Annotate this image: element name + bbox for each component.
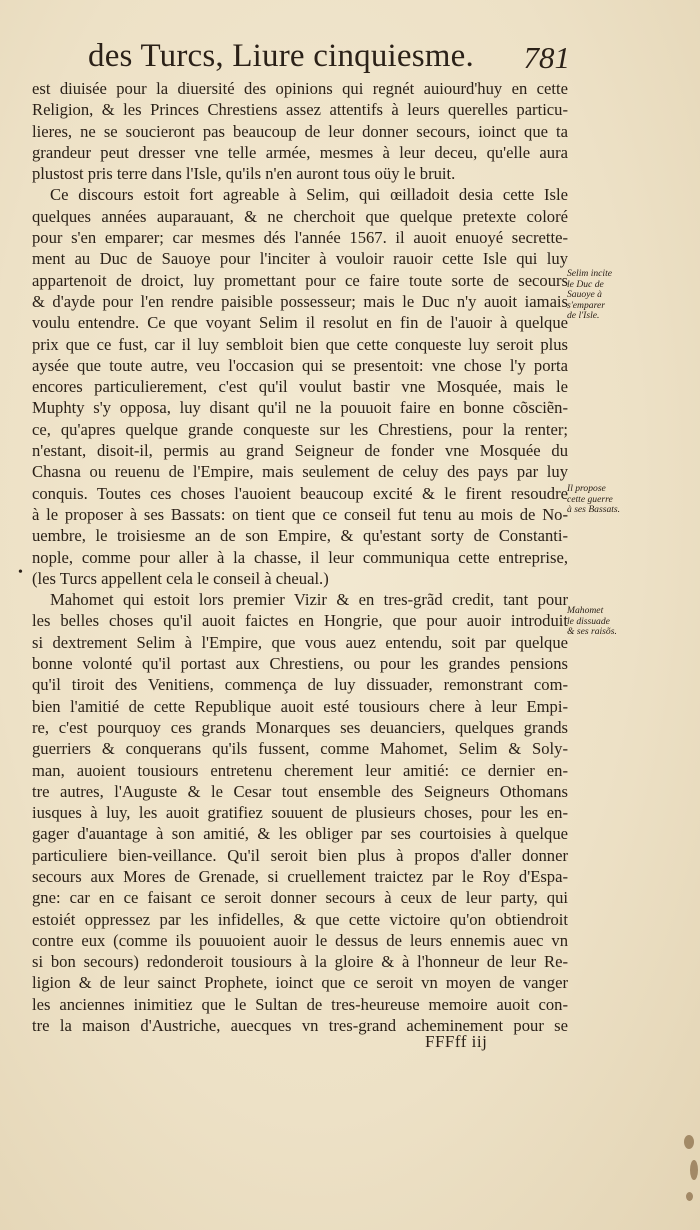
text-line: si dextrement Selim à l'Empire, que vous auez entendu, soit par quelque <box>32 632 568 652</box>
text-line: quelques années auparauant, & ne cherchoit que quelque pretexte coloré <box>32 206 568 226</box>
text-line: si bon secours) redonderoit tousiours à la gloire & à l'honneur de leur Re- <box>32 952 568 972</box>
text-line: conquis. Toutes ces choses l'auoient beaucoup excité & le firent resoudre <box>32 483 568 503</box>
text-line: guerriers & conquerans qu'ils fussent, comme Mahomet, Selim & Soly- <box>32 739 568 759</box>
text-line: re, c'est pourquoy ces grands Monarques ses deuanciers, quelques grands <box>32 717 568 737</box>
text-line: iusques à luy, les auoit gratifiez souuent de plusieurs choses, pour les en- <box>32 803 568 823</box>
text-line: tre la maison d'Austriche, auecques vn tres-grand acheminement pour se <box>32 1016 568 1036</box>
printers-signature: FFFff iij <box>425 1032 488 1051</box>
margin-note-bassats <box>567 484 663 516</box>
text-line: bonne volonté qu'il portast aux Chrestiens, ou pour les grandes pensions <box>32 654 568 674</box>
margin-note-line: le Duc de <box>567 278 604 290</box>
margin-note-line: de l'Isle. <box>567 310 600 321</box>
margin-note-line: Mahomet <box>567 605 604 616</box>
margin-note-mahomet <box>567 606 663 638</box>
text-line: man, auoient tousiours entretenu cherement leur amitié: ce dernier en- <box>32 760 568 780</box>
text-line: Chasna ou reuenu de l'Empire, mais seulement de celuy des pays par luy <box>32 462 568 482</box>
ink-stain <box>690 1160 698 1180</box>
text-line: Religion, & les Princes Chrestiens assez attentifs à leurs querelles particu- <box>32 100 568 120</box>
text-line: ligion & de leur sainct Prophete, ioinct que ce seroit vn moyen de vanger <box>32 973 568 993</box>
text-line: secours aux Mores de Grenade, si cruellement traictez par le Roy d'Espa- <box>32 866 568 886</box>
text-line: Ce discours estoit fort agreable à Selim, qui œilladoit desia cette Isle <box>50 185 568 205</box>
text-line: grandeur peut dresser vne telle armée, mesmes à leur deceu, qu'elle aura <box>32 142 568 162</box>
text-line: pour s'en emparer; car mesmes dés l'année 1567. il auoit enuoyé secrette- <box>32 228 568 248</box>
page-number: 781 <box>523 40 570 75</box>
margin-note-line: à ses Bassats. <box>567 504 621 515</box>
text-line: ment au Duc de Sauoye pour l'inciter à vouloir rauoir cette Isle qui luy <box>32 249 568 269</box>
text-line: aysée que toute autre, veu l'occasion qui se presentoit: vne chose l'y porta <box>32 355 568 375</box>
text-line: à le proposer à ses Bassats: on tient que ce conseil fut tenu au mois de No- <box>32 504 568 524</box>
text-line: particuliere bien-veillance. Qu'il seroit bien plus à propos d'aller donner <box>32 845 568 865</box>
text-line: (les Turcs appellent cela le conseil à cheual.) <box>32 568 329 588</box>
running-header <box>88 38 570 82</box>
margin-note-line: Selim incite <box>567 268 613 279</box>
text-line: les anciennes inimitiez que le Sultan de tres-heureuse memoire auoit con- <box>32 994 568 1014</box>
text-line: estoiét oppressez par les infidelles, & que cette victoire qu'on obtiendroit <box>32 909 568 929</box>
text-line: Mahomet qui estoit lors premier Vizir & en tres-grãd credit, tant pour <box>50 590 568 610</box>
running-title: des Turcs, Liure cinquiesme. <box>88 38 474 74</box>
margin-mark-icon: • <box>18 565 23 580</box>
text-line: contre eux (comme ils pouuoient auoir le dessus de leurs ennemis auec vn <box>32 930 568 950</box>
margin-note-line: & ses raisõs. <box>567 626 617 637</box>
body-text <box>32 78 568 1036</box>
margin-note-line: cette guerre <box>567 493 613 505</box>
margin-note-selim <box>567 269 663 322</box>
margin-note-line: s'emparer <box>567 299 605 311</box>
text-line: nople, comme pour aller à la chasse, il leur communiqua cette entreprise, <box>32 547 568 567</box>
text-line: plustost pris terre dans l'Isle, qu'ils n'en auront tous oüy le bruit. <box>32 164 456 184</box>
text-line: gne: car en ce faisant ce seroit donner secours à ceux de leur party, qui <box>32 888 568 908</box>
ink-stain <box>686 1192 693 1201</box>
text-line: ce, qu'apres quelque grande conqueste sur les Chrestiens, pour la renter; <box>32 419 568 439</box>
text-line: appartenoit de droict, luy promettant pour ce faire toute sorte de secours <box>32 270 568 290</box>
text-line: uembre, le troisiesme an de son Empire, & qu'estant sorty de Constanti- <box>32 526 568 546</box>
text-line: les belles choses qu'il auoit faictes en Hongrie, que pour auoir introduit <box>32 611 568 631</box>
text-line: Muphty s'y opposa, luy disant qu'il ne la pouuoit faire en bonne cõsciẽn- <box>32 398 568 418</box>
margin-note-line: Sauoye à <box>567 289 602 300</box>
text-line: gager d'auantage à son amitié, & les obliger par ses courtoisies à quelque <box>32 824 568 844</box>
margin-note-line: Il propose <box>567 483 606 494</box>
text-line: prix que ce fust, car il luy sembloit bien que cette conqueste luy seroit plus <box>32 334 568 354</box>
margin-note-line: le dissuade <box>567 615 610 627</box>
ink-stain <box>684 1135 694 1149</box>
text-line: lieres, ne se soucieront pas beaucoup de leur donner secours, ioinct que ta <box>32 121 568 141</box>
text-line: n'estant, disoit-il, permis au grand Seigneur de fonder vne Mosquée du <box>32 441 568 461</box>
text-line: & d'ayde pour l'en rendre paisible possesseur; mais le Duc n'y auoit iamais <box>32 291 568 311</box>
text-line: qu'il tiroit des Venitiens, commença de luy dissuader, remonstrant com- <box>32 675 568 695</box>
text-line: bien l'amitié de cette Republique auoit esté tousiours chere à leur Empi- <box>32 696 568 716</box>
text-line: est diuisée pour la diuersité des opinions qui regnét auiourd'huy en cette <box>32 79 568 98</box>
text-line: tre autres, l'Auguste & le Cesar tout ensemble des Seigneurs Othomans <box>32 781 568 801</box>
text-line: encores particulierement, c'est qu'il voulut bastir vne Mosquée, mais le <box>32 377 568 397</box>
text-line: voulu entendre. Ce que voyant Selim il resolut en fin de l'auoir à quelque <box>32 313 568 333</box>
